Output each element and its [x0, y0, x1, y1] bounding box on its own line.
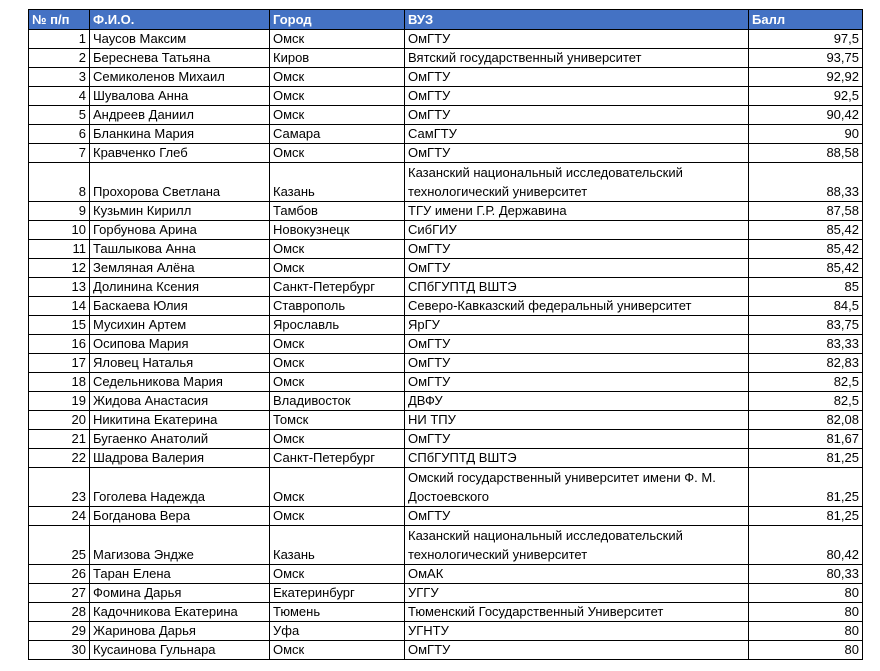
- cell-city[interactable]: Омск: [270, 68, 405, 87]
- cell-university[interactable]: ОмГТУ: [405, 240, 749, 259]
- cell-university[interactable]: ОмАК: [405, 565, 749, 584]
- cell-score[interactable]: 80,42: [749, 526, 863, 565]
- cell-score[interactable]: 81,67: [749, 430, 863, 449]
- cell-city[interactable]: Омск: [270, 507, 405, 526]
- cell-score[interactable]: 85,42: [749, 259, 863, 278]
- cell-num[interactable]: 1: [29, 30, 90, 49]
- cell-name[interactable]: Мусихин Артем: [90, 316, 270, 335]
- cell-name[interactable]: Яловец Наталья: [90, 354, 270, 373]
- table-row: [29, 641, 863, 660]
- cell-num[interactable]: 14: [29, 297, 90, 316]
- cell-university[interactable]: ОмГТУ: [405, 87, 749, 106]
- cell-city[interactable]: Тюмень: [270, 603, 405, 622]
- header-score[interactable]: Балл: [749, 10, 863, 30]
- cell-city[interactable]: Санкт-Петербург: [270, 278, 405, 297]
- cell-city[interactable]: Омск: [270, 259, 405, 278]
- header-university[interactable]: ВУЗ: [405, 10, 749, 30]
- cell-num[interactable]: 17: [29, 354, 90, 373]
- cell-name[interactable]: Шадрова Валерия: [90, 449, 270, 468]
- cell-city[interactable]: Владивосток: [270, 392, 405, 411]
- cell-score[interactable]: 81,25: [749, 507, 863, 526]
- cell-city[interactable]: Омск: [270, 240, 405, 259]
- cell-score[interactable]: 82,5: [749, 392, 863, 411]
- table-row: [29, 106, 863, 125]
- cell-name[interactable]: Кравченко Глеб: [90, 144, 270, 163]
- cell-university[interactable]: ОмГТУ: [405, 373, 749, 392]
- cell-name[interactable]: Прохорова Светлана: [90, 163, 270, 202]
- cell-num[interactable]: 25: [29, 526, 90, 565]
- cell-university[interactable]: ОмГТУ: [405, 106, 749, 125]
- cell-score[interactable]: 88,58: [749, 144, 863, 163]
- cell-city[interactable]: Екатеринбург: [270, 584, 405, 603]
- cell-name[interactable]: Гоголева Надежда: [90, 468, 270, 507]
- cell-university[interactable]: СамГТУ: [405, 125, 749, 144]
- cell-name[interactable]: Горбунова Арина: [90, 221, 270, 240]
- cell-num[interactable]: 30: [29, 641, 90, 660]
- cell-score[interactable]: 90: [749, 125, 863, 144]
- cell-city[interactable]: Омск: [270, 106, 405, 125]
- header-num[interactable]: № п/п: [29, 10, 90, 30]
- cell-score[interactable]: 84,5: [749, 297, 863, 316]
- cell-city[interactable]: Ярославль: [270, 316, 405, 335]
- cell-name[interactable]: Магизова Эндже: [90, 526, 270, 565]
- cell-name[interactable]: Фомина Дарья: [90, 584, 270, 603]
- cell-num[interactable]: 4: [29, 87, 90, 106]
- table-row: [29, 430, 863, 449]
- table-row: [29, 240, 863, 259]
- cell-city[interactable]: Казань: [270, 526, 405, 565]
- cell-num[interactable]: 12: [29, 259, 90, 278]
- cell-name[interactable]: Жидова Анастасия: [90, 392, 270, 411]
- cell-university[interactable]: ОмГТУ: [405, 30, 749, 49]
- cell-num[interactable]: 23: [29, 468, 90, 507]
- cell-score[interactable]: 82,83: [749, 354, 863, 373]
- table-row: [29, 335, 863, 354]
- table-row: [29, 278, 863, 297]
- cell-score[interactable]: 81,25: [749, 449, 863, 468]
- cell-university[interactable]: СибГИУ: [405, 221, 749, 240]
- cell-city[interactable]: Ставрополь: [270, 297, 405, 316]
- cell-name[interactable]: Седельникова Мария: [90, 373, 270, 392]
- cell-name[interactable]: Осипова Мария: [90, 335, 270, 354]
- cell-city[interactable]: Киров: [270, 49, 405, 68]
- cell-name[interactable]: Чаусов Максим: [90, 30, 270, 49]
- table-row: [29, 622, 863, 641]
- table-row: [29, 584, 863, 603]
- cell-city[interactable]: Омск: [270, 354, 405, 373]
- cell-num[interactable]: 7: [29, 144, 90, 163]
- cell-name[interactable]: Баскаева Юлия: [90, 297, 270, 316]
- cell-university[interactable]: Омский государственный университет имени Ф. М. Достоевского: [405, 468, 749, 507]
- cell-name[interactable]: Жаринова Дарья: [90, 622, 270, 641]
- cell-name[interactable]: Ташлыкова Анна: [90, 240, 270, 259]
- cell-score[interactable]: 85,42: [749, 221, 863, 240]
- cell-university[interactable]: ОмГТУ: [405, 354, 749, 373]
- cell-score[interactable]: 81,25: [749, 468, 863, 507]
- cell-num[interactable]: 8: [29, 163, 90, 202]
- cell-name[interactable]: Кусаинова Гульнара: [90, 641, 270, 660]
- cell-university[interactable]: УГГУ: [405, 584, 749, 603]
- cell-city[interactable]: Омск: [270, 468, 405, 507]
- cell-num[interactable]: 3: [29, 68, 90, 87]
- header-name[interactable]: Ф.И.О.: [90, 10, 270, 30]
- table-row: [29, 202, 863, 221]
- cell-university[interactable]: СПбГУПТД ВШТЭ: [405, 278, 749, 297]
- cell-city[interactable]: Омск: [270, 641, 405, 660]
- cell-score[interactable]: 93,75: [749, 49, 863, 68]
- table-row: [29, 87, 863, 106]
- cell-name[interactable]: Андреев Даниил: [90, 106, 270, 125]
- cell-name[interactable]: Береснева Татьяна: [90, 49, 270, 68]
- cell-university[interactable]: НИ ТПУ: [405, 411, 749, 430]
- cell-num[interactable]: 29: [29, 622, 90, 641]
- table-row: [29, 163, 863, 202]
- cell-num[interactable]: 16: [29, 335, 90, 354]
- cell-num[interactable]: 6: [29, 125, 90, 144]
- cell-city[interactable]: Казань: [270, 163, 405, 202]
- cell-name[interactable]: Долинина Ксения: [90, 278, 270, 297]
- table-row: [29, 411, 863, 430]
- cell-num[interactable]: 5: [29, 106, 90, 125]
- cell-num[interactable]: 22: [29, 449, 90, 468]
- table-row: [29, 49, 863, 68]
- cell-name[interactable]: Никитина Екатерина: [90, 411, 270, 430]
- cell-num[interactable]: 18: [29, 373, 90, 392]
- cell-university[interactable]: ОмГТУ: [405, 641, 749, 660]
- cell-name[interactable]: Кадочникова Екатерина: [90, 603, 270, 622]
- table-row: [29, 221, 863, 240]
- cell-city[interactable]: Омск: [270, 565, 405, 584]
- cell-score[interactable]: 80: [749, 622, 863, 641]
- table-row: [29, 354, 863, 373]
- cell-name[interactable]: Шувалова Анна: [90, 87, 270, 106]
- table-row: [29, 373, 863, 392]
- table-row: [29, 316, 863, 335]
- table-row: [29, 565, 863, 584]
- cell-university[interactable]: ОмГТУ: [405, 430, 749, 449]
- cell-num[interactable]: 11: [29, 240, 90, 259]
- cell-num[interactable]: 20: [29, 411, 90, 430]
- table-row: [29, 125, 863, 144]
- table-row: [29, 507, 863, 526]
- cell-university[interactable]: СПбГУПТД ВШТЭ: [405, 449, 749, 468]
- cell-num[interactable]: 2: [29, 49, 90, 68]
- cell-university[interactable]: ДВФУ: [405, 392, 749, 411]
- cell-university[interactable]: ОмГТУ: [405, 259, 749, 278]
- cell-score[interactable]: 92,92: [749, 68, 863, 87]
- table-row: [29, 259, 863, 278]
- cell-university[interactable]: Казанский национальный исследовательский технологический университет: [405, 163, 749, 202]
- cell-university[interactable]: Казанский национальный исследовательский технологический университет: [405, 526, 749, 565]
- cell-university[interactable]: ЯрГУ: [405, 316, 749, 335]
- cell-university[interactable]: ОмГТУ: [405, 144, 749, 163]
- cell-university[interactable]: ТГУ имени Г.Р. Державина: [405, 202, 749, 221]
- cell-score[interactable]: 83,75: [749, 316, 863, 335]
- cell-city[interactable]: Омск: [270, 335, 405, 354]
- cell-num[interactable]: 26: [29, 565, 90, 584]
- cell-university[interactable]: Северо-Кавказский федеральный университет: [405, 297, 749, 316]
- table-row: [29, 449, 863, 468]
- cell-university[interactable]: УГНТУ: [405, 622, 749, 641]
- cell-score[interactable]: 88,33: [749, 163, 863, 202]
- cell-city[interactable]: Самара: [270, 125, 405, 144]
- cell-num[interactable]: 13: [29, 278, 90, 297]
- header-row: [29, 10, 863, 30]
- cell-num[interactable]: 24: [29, 507, 90, 526]
- cell-num[interactable]: 27: [29, 584, 90, 603]
- table-row: [29, 603, 863, 622]
- cell-university[interactable]: ОмГТУ: [405, 68, 749, 87]
- table-row: [29, 297, 863, 316]
- cell-city[interactable]: Уфа: [270, 622, 405, 641]
- cell-name[interactable]: Богданова Вера: [90, 507, 270, 526]
- cell-num[interactable]: 15: [29, 316, 90, 335]
- cell-num[interactable]: 21: [29, 430, 90, 449]
- cell-university[interactable]: Вятский государственный университет: [405, 49, 749, 68]
- cell-city[interactable]: Омск: [270, 373, 405, 392]
- cell-score[interactable]: 87,58: [749, 202, 863, 221]
- cell-city[interactable]: Омск: [270, 144, 405, 163]
- cell-num[interactable]: 28: [29, 603, 90, 622]
- table-row: [29, 144, 863, 163]
- cell-score[interactable]: 85,42: [749, 240, 863, 259]
- cell-city[interactable]: Томск: [270, 411, 405, 430]
- cell-university[interactable]: ОмГТУ: [405, 507, 749, 526]
- table-row: [29, 68, 863, 87]
- cell-num[interactable]: 9: [29, 202, 90, 221]
- cell-name[interactable]: Таран Елена: [90, 565, 270, 584]
- cell-name[interactable]: Бугаенко Анатолий: [90, 430, 270, 449]
- cell-city[interactable]: Омск: [270, 430, 405, 449]
- cell-university[interactable]: ОмГТУ: [405, 335, 749, 354]
- table-row: [29, 526, 863, 565]
- cell-name[interactable]: Семиколенов Михаил: [90, 68, 270, 87]
- cell-score[interactable]: 80: [749, 584, 863, 603]
- cell-name[interactable]: Кузьмин Кирилл: [90, 202, 270, 221]
- cell-score[interactable]: 82,5: [749, 373, 863, 392]
- cell-city[interactable]: Тамбов: [270, 202, 405, 221]
- cell-score[interactable]: 80,33: [749, 565, 863, 584]
- cell-score[interactable]: 90,42: [749, 106, 863, 125]
- cell-name[interactable]: Земляная Алёна: [90, 259, 270, 278]
- header-city[interactable]: Город: [270, 10, 405, 30]
- cell-num[interactable]: 19: [29, 392, 90, 411]
- table-row: [29, 468, 863, 507]
- cell-num[interactable]: 10: [29, 221, 90, 240]
- cell-city[interactable]: Санкт-Петербург: [270, 449, 405, 468]
- results-table: [28, 9, 863, 660]
- cell-university[interactable]: Тюменский Государственный Университет: [405, 603, 749, 622]
- cell-score[interactable]: 82,08: [749, 411, 863, 430]
- cell-score[interactable]: 85: [749, 278, 863, 297]
- table-row: [29, 30, 863, 49]
- cell-score[interactable]: 80: [749, 641, 863, 660]
- cell-score[interactable]: 97,5: [749, 30, 863, 49]
- cell-score[interactable]: 92,5: [749, 87, 863, 106]
- cell-score[interactable]: 80: [749, 603, 863, 622]
- cell-name[interactable]: Бланкина Мария: [90, 125, 270, 144]
- cell-city[interactable]: Новокузнецк: [270, 221, 405, 240]
- cell-city[interactable]: Омск: [270, 87, 405, 106]
- table-row: [29, 392, 863, 411]
- cell-city[interactable]: Омск: [270, 30, 405, 49]
- cell-score[interactable]: 83,33: [749, 335, 863, 354]
